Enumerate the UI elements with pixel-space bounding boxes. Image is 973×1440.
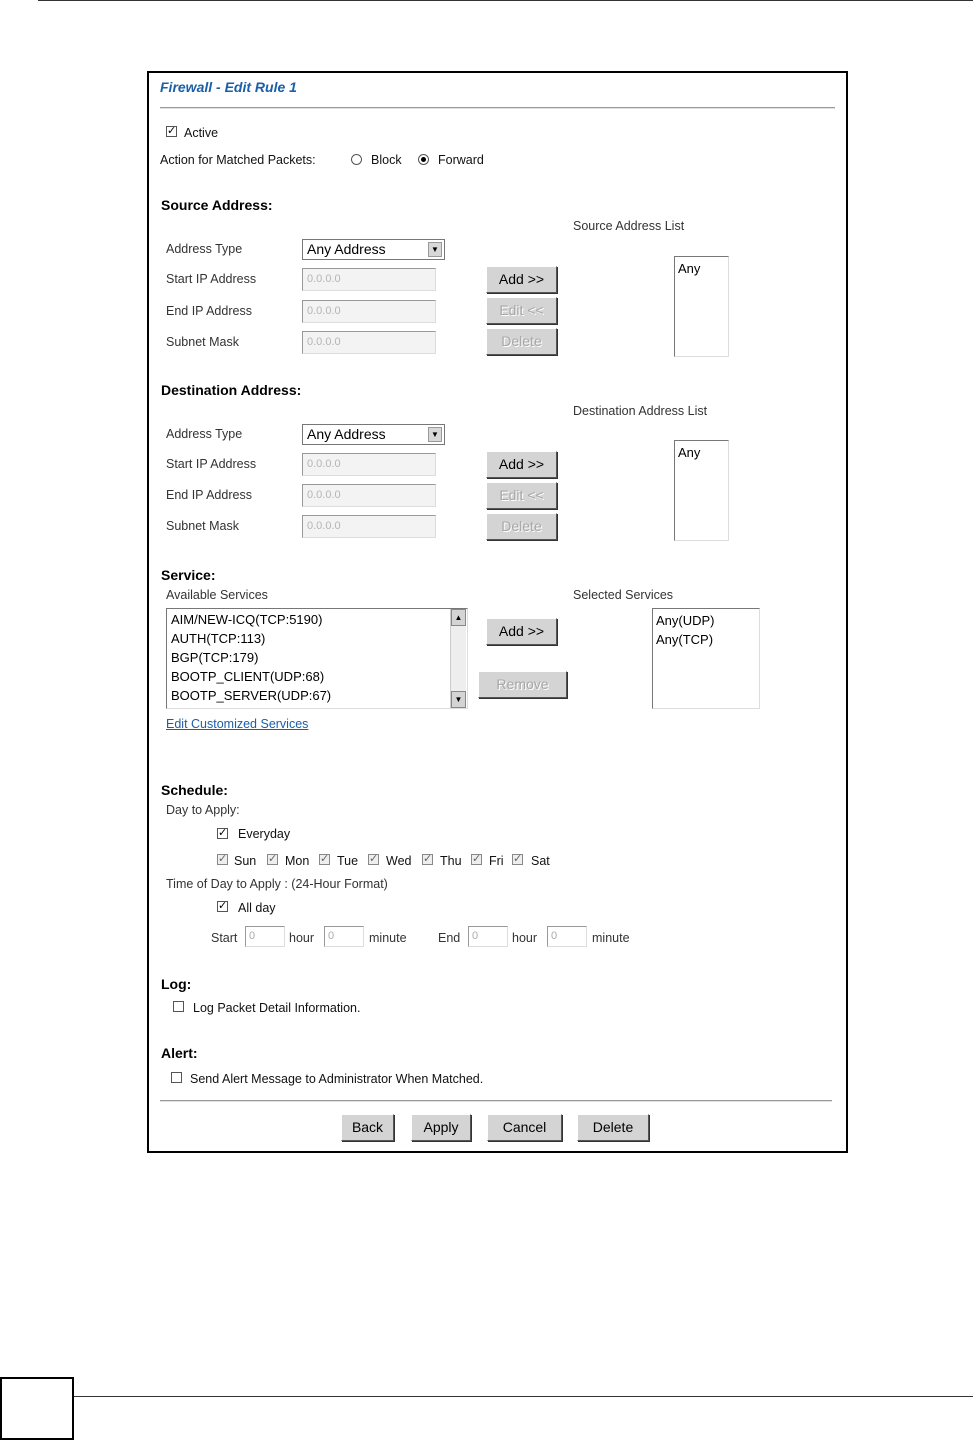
destination-delete-button[interactable]: Delete — [486, 513, 557, 540]
action-label: Action for Matched Packets: — [160, 153, 316, 167]
apply-button[interactable]: Apply — [411, 1114, 471, 1141]
list-item[interactable]: BGP(TCP:179) — [171, 650, 259, 665]
service-add-button[interactable]: Add >> — [486, 618, 557, 645]
selected-services-label: Selected Services — [573, 588, 674, 602]
source-address-header: Source Address: — [161, 197, 273, 213]
wed-checkbox[interactable]: ✓ — [369, 853, 379, 865]
source-start-ip-input[interactable]: 0.0.0.0 — [302, 268, 436, 291]
sat-checkbox[interactable]: ✓ — [513, 853, 523, 865]
scroll-down-icon[interactable]: ▼ — [451, 691, 466, 708]
all-day-checkbox[interactable]: ✓ — [218, 900, 228, 912]
schedule-header: Schedule: — [161, 782, 228, 798]
send-alert-label: Send Alert Message to Administrator When Matched. — [190, 1072, 484, 1086]
list-item[interactable]: AIM/NEW-ICQ(TCP:5190) — [171, 612, 323, 627]
start-minute-input[interactable]: 0 — [324, 926, 364, 947]
thu-checkbox[interactable]: ✓ — [423, 853, 433, 865]
tue-label: Tue — [337, 854, 359, 868]
forward-radio[interactable] — [418, 154, 429, 165]
scroll-up-icon[interactable]: ▲ — [451, 609, 466, 626]
source-start-ip-label: Start IP Address — [166, 272, 257, 286]
time-of-day-label: Time of Day to Apply : (24-Hour Format) — [166, 877, 388, 891]
block-radio[interactable] — [351, 154, 362, 165]
page-footer-rule — [74, 1396, 973, 1397]
available-services-scrollbar[interactable] — [450, 609, 466, 708]
source-address-list[interactable] — [674, 256, 729, 357]
log-packet-label: Log Packet Detail Information. — [193, 1001, 361, 1015]
start-minute-label: minute — [369, 931, 407, 945]
destination-address-header: Destination Address: — [161, 382, 302, 398]
destination-start-ip-label: Start IP Address — [166, 457, 257, 471]
service-header: Service: — [161, 567, 216, 583]
log-packet-checkbox[interactable] — [173, 1001, 184, 1012]
mon-label: Mon — [285, 854, 310, 868]
end-minute-input[interactable]: 0 — [547, 926, 587, 947]
source-edit-button[interactable]: Edit << — [486, 297, 557, 324]
destination-address-list-label: Destination Address List — [573, 404, 708, 418]
source-address-type-label: Address Type — [166, 242, 243, 256]
selected-services-list[interactable] — [652, 608, 760, 709]
destination-address-type-select[interactable] — [302, 424, 445, 445]
destination-address-list[interactable] — [674, 440, 729, 541]
list-item[interactable]: Any — [678, 445, 701, 460]
active-label: Active — [184, 126, 219, 140]
destination-address-type-value: Any Address — [307, 426, 386, 442]
list-item[interactable]: Any — [678, 261, 701, 276]
source-delete-button[interactable]: Delete — [486, 328, 557, 355]
destination-end-ip-input[interactable]: 0.0.0.0 — [302, 484, 436, 507]
delete-button[interactable]: Delete — [577, 1114, 649, 1141]
cancel-button[interactable]: Cancel — [487, 1114, 562, 1141]
source-address-type-select[interactable] — [302, 239, 445, 260]
forward-label: Forward — [438, 153, 484, 167]
destination-end-ip-label: End IP Address — [166, 488, 252, 502]
service-remove-button[interactable]: Remove — [478, 671, 567, 698]
everyday-label: Everyday — [238, 827, 291, 841]
destination-start-ip-input[interactable]: 0.0.0.0 — [302, 453, 436, 476]
list-item[interactable]: Any(TCP) — [656, 632, 714, 647]
page-number-box — [0, 1377, 74, 1440]
day-to-apply-label: Day to Apply: — [166, 803, 240, 817]
available-services-label: Available Services — [166, 588, 268, 602]
alert-header: Alert: — [161, 1045, 198, 1061]
start-hour-label: hour — [289, 931, 315, 945]
sun-label: Sun — [234, 854, 257, 868]
end-minute-label: minute — [592, 931, 630, 945]
end-label: End — [438, 931, 461, 945]
list-item[interactable]: BOOTP_CLIENT(UDP:68) — [171, 669, 325, 684]
destination-address-type-label: Address Type — [166, 427, 243, 441]
start-label: Start — [211, 931, 238, 945]
destination-add-button[interactable]: Add >> — [486, 451, 557, 478]
destination-edit-button[interactable]: Edit << — [486, 482, 557, 509]
send-alert-checkbox[interactable] — [171, 1072, 182, 1083]
active-checkbox[interactable]: ✓ — [167, 125, 177, 137]
footer-divider — [160, 1100, 832, 1102]
fri-label: Fri — [489, 854, 504, 868]
list-item[interactable]: Any(UDP) — [656, 613, 715, 628]
source-address-type-value: Any Address — [307, 241, 386, 257]
source-address-list-label: Source Address List — [573, 219, 685, 233]
destination-subnet-mask-label: Subnet Mask — [166, 519, 239, 533]
end-hour-label: hour — [512, 931, 538, 945]
fri-checkbox[interactable]: ✓ — [472, 853, 482, 865]
chevron-down-icon: ▼ — [428, 427, 442, 442]
destination-subnet-mask-input[interactable]: 0.0.0.0 — [302, 515, 436, 538]
title-divider — [160, 107, 835, 109]
sat-label: Sat — [531, 854, 550, 868]
sun-checkbox[interactable]: ✓ — [218, 853, 228, 865]
back-button[interactable]: Back — [341, 1114, 394, 1141]
start-hour-input[interactable]: 0 — [245, 926, 285, 947]
thu-label: Thu — [440, 854, 462, 868]
source-add-button[interactable]: Add >> — [486, 266, 557, 293]
block-label: Block — [371, 153, 402, 167]
mon-checkbox[interactable]: ✓ — [268, 853, 278, 865]
chevron-down-icon: ▼ — [428, 242, 442, 257]
end-hour-input[interactable]: 0 — [468, 926, 508, 947]
all-day-label: All day — [238, 901, 276, 915]
edit-customized-services-link[interactable]: Edit Customized Services — [166, 717, 309, 731]
everyday-checkbox[interactable]: ✓ — [218, 827, 228, 839]
page-title: Firewall - Edit Rule 1 — [160, 79, 297, 95]
list-item[interactable]: BOOTP_SERVER(UDP:67) — [171, 688, 332, 703]
source-end-ip-label: End IP Address — [166, 304, 252, 318]
tue-checkbox[interactable]: ✓ — [320, 853, 330, 865]
source-end-ip-input[interactable]: 0.0.0.0 — [302, 300, 436, 323]
source-subnet-mask-input[interactable]: 0.0.0.0 — [302, 331, 436, 354]
wed-label: Wed — [386, 854, 412, 868]
list-item[interactable]: AUTH(TCP:113) — [171, 631, 266, 646]
available-services-list[interactable] — [166, 608, 468, 709]
log-header: Log: — [161, 976, 192, 992]
source-subnet-mask-label: Subnet Mask — [166, 335, 239, 349]
page-top-rule — [38, 0, 973, 1]
